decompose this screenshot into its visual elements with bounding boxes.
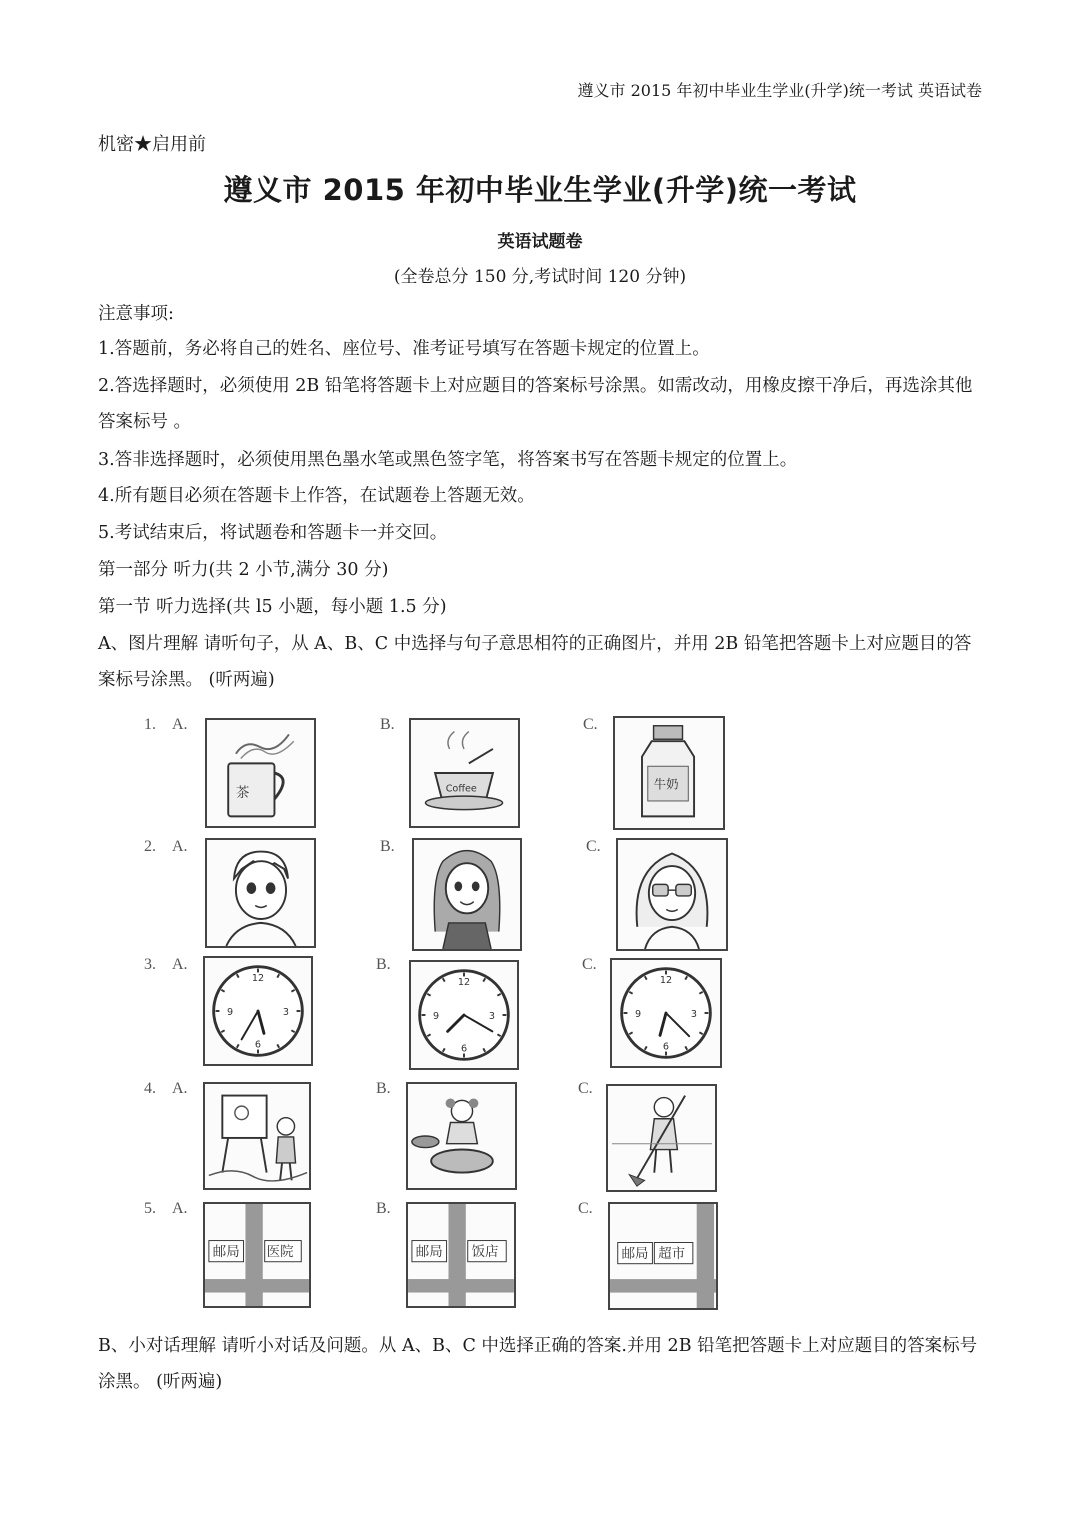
coffee-cup-icon — [411, 720, 518, 826]
supermarket-label: 超市 — [658, 1245, 686, 1262]
option-label: A. — [172, 716, 188, 733]
clock-number: 6 — [254, 1039, 262, 1051]
clock-icon — [612, 960, 720, 1066]
question-number: 3. — [144, 956, 156, 973]
clock-number: 3 — [282, 1006, 290, 1018]
running-header: 遵义市 2015 年初中毕业生学业(升学)统一考试 英语试卷 — [577, 81, 982, 100]
girl-painting-icon — [205, 1084, 309, 1188]
option-picture[interactable] — [203, 1202, 311, 1308]
option-picture[interactable] — [608, 1202, 718, 1310]
note-item: 3.答非选择题时，必须使用黑色墨水笔或黑色签字笔，将答案书写在答题卡规定的位置上。 — [98, 450, 798, 470]
option-label: A. — [172, 838, 188, 855]
clock-number: 12 — [457, 977, 471, 989]
boy-face-icon — [207, 840, 314, 946]
note-item: 2.答选择题时，必须使用 2B 铅笔将答题卡上对应题目的答案标号涂黑。如需改动，用橡皮擦干净后，再选涂其他答案标号 。 — [98, 376, 973, 432]
clock-number: 9 — [432, 1010, 440, 1022]
tea-label: 茶 — [235, 785, 250, 802]
option-label: C. — [586, 838, 601, 855]
option-label: B. — [376, 956, 391, 973]
option-picture[interactable] — [616, 838, 728, 951]
section1-heading: 第一节 听力选择(共 l5 小题，每小题 1.5 分) — [98, 597, 447, 617]
option-picture[interactable] — [406, 1202, 516, 1308]
map-icon — [205, 1204, 309, 1306]
option-picture[interactable] — [203, 956, 313, 1066]
clock-number: 3 — [690, 1008, 698, 1020]
option-label: A. — [172, 956, 188, 973]
sectionA-instructions: A、图片理解 请听句子，从 A、B、C 中选择与句子意思相符的正确图片，并用 2B 铅笔把答题卡上对应题目的答案标号涂黑。 (听两遍) — [98, 634, 972, 690]
question-number: 2. — [144, 838, 156, 855]
post-office-label: 邮局 — [415, 1243, 443, 1260]
secret-mark: 机密★启用前 — [98, 134, 206, 155]
option-picture[interactable] — [409, 960, 519, 1070]
sectionB-instructions: B、小对话理解 请听小对话及问题。从 A、B、C 中选择正确的答案.并用 2B 铅笔把答题卡上对应题目的答案标号涂黑。 (听两遍) — [98, 1336, 978, 1392]
option-picture[interactable] — [610, 958, 722, 1068]
map-icon — [408, 1204, 514, 1306]
milk-label: 牛奶 — [653, 776, 679, 792]
girl-washing-icon — [408, 1084, 515, 1188]
clock-icon — [411, 962, 517, 1068]
option-picture[interactable] — [203, 1082, 311, 1190]
option-picture[interactable] — [613, 716, 725, 830]
question-number: 4. — [144, 1080, 156, 1097]
exam-title: 遵义市 2015 年初中毕业生学业(升学)统一考试 — [223, 173, 857, 207]
question-number: 1. — [144, 716, 156, 733]
option-label: B. — [376, 1080, 391, 1097]
hospital-label: 医院 — [266, 1243, 294, 1260]
exam-subtitle: 英语试题卷 — [497, 232, 583, 252]
note-item: 5.考试结束后，将试题卷和答题卡一并交回。 — [98, 523, 448, 543]
girl-sweeping-icon — [608, 1086, 715, 1190]
option-label: A. — [172, 1200, 188, 1217]
option-label: C. — [583, 716, 598, 733]
option-picture[interactable] — [409, 718, 520, 828]
note-item: 4.所有题目必须在答题卡上作答，在试题卷上答题无效。 — [98, 486, 535, 506]
coffee-label: Coffee — [445, 783, 477, 795]
part1-heading: 第一部分 听力(共 2 小节,满分 30 分) — [98, 560, 389, 580]
option-picture[interactable] — [606, 1084, 717, 1192]
girl-long-hair-icon — [414, 840, 520, 949]
milk-bottle-icon — [615, 718, 723, 828]
map-icon — [610, 1204, 716, 1308]
option-label: B. — [380, 838, 395, 855]
option-picture[interactable] — [406, 1082, 517, 1190]
clock-number: 6 — [662, 1041, 670, 1053]
girl-glasses-icon — [618, 840, 726, 949]
option-label: B. — [376, 1200, 391, 1217]
option-picture[interactable] — [412, 838, 522, 951]
option-label: C. — [578, 1080, 593, 1097]
clock-number: 6 — [460, 1043, 468, 1055]
clock-number: 12 — [251, 973, 265, 985]
clock-icon — [205, 958, 311, 1064]
restaurant-label: 饭店 — [471, 1243, 499, 1260]
notes-heading: 注意事项: — [98, 304, 174, 324]
option-label: C. — [582, 956, 597, 973]
clock-number: 12 — [659, 975, 673, 987]
option-picture[interactable] — [205, 838, 316, 948]
exam-info: (全卷总分 150 分,考试时间 120 分钟) — [393, 267, 687, 287]
option-label: C. — [578, 1200, 593, 1217]
option-label: B. — [380, 716, 395, 733]
question-number: 5. — [144, 1200, 156, 1217]
option-picture[interactable] — [205, 718, 316, 828]
clock-number: 9 — [226, 1006, 234, 1018]
option-label: A. — [172, 1080, 188, 1097]
post-office-label: 邮局 — [621, 1245, 649, 1262]
post-office-label: 邮局 — [212, 1243, 240, 1260]
tea-cup-icon — [207, 720, 314, 826]
clock-number: 3 — [488, 1010, 496, 1022]
clock-number: 9 — [634, 1008, 642, 1020]
note-item: 1.答题前，务必将自己的姓名、座位号、准考证号填写在答题卡规定的位置上。 — [98, 339, 710, 359]
